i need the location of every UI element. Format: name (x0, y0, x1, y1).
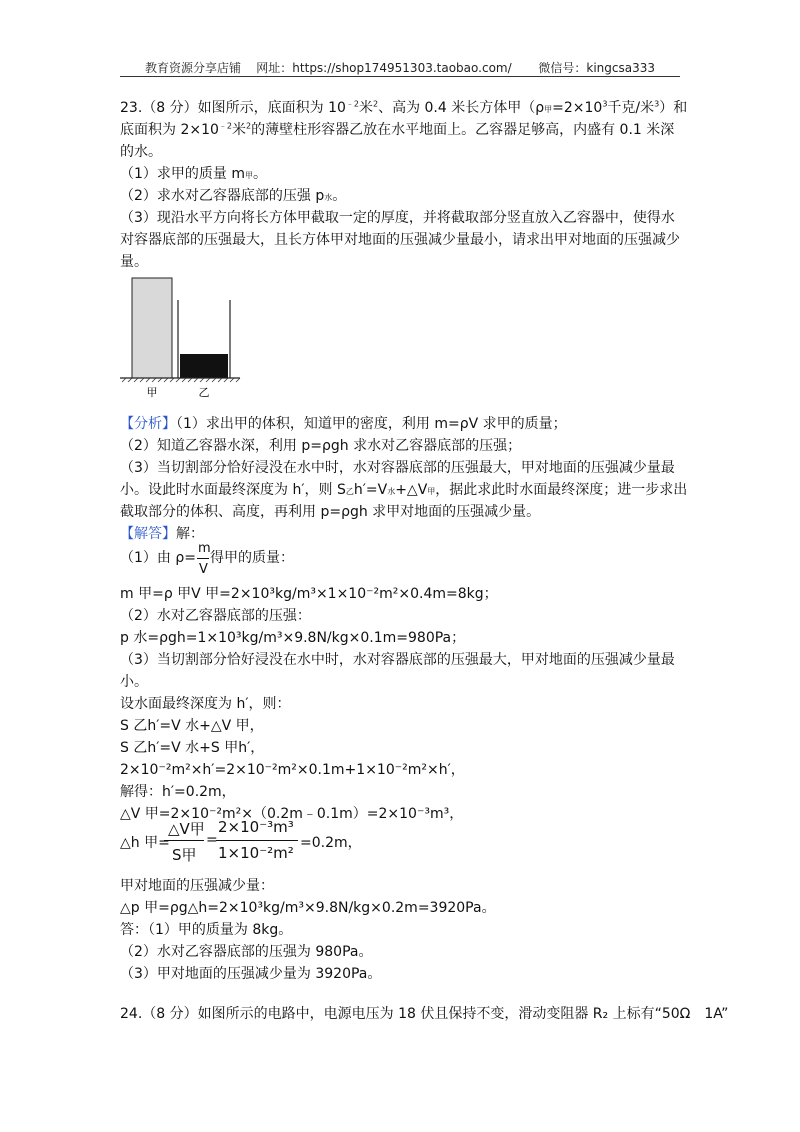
superscript: 2 (372, 99, 379, 109)
subscript: 水 (324, 193, 333, 202)
q23-line-3: 的水。 (120, 144, 162, 160)
header-wechat: kingcsa333 (586, 61, 655, 75)
solution-s5a: （3）当切割部分恰好浸没在水中时，水对容器底部的压强最大，甲对地面的压强减少量最 (120, 652, 675, 668)
fraction-denominator: 1×10⁻²m² (218, 844, 294, 862)
solution-s15: 答：（1）甲的质量为 8kg。 (120, 922, 293, 938)
q24-line-1: 24.（8 分）如图所示的电路中，电源电压为 18 伏且保持不变，滑动变阻器 R₂ 上标有“50Ω 1A” (120, 1006, 729, 1022)
q23-text: =2×10 (552, 100, 603, 116)
q23-text: 的薄壁柱形容器乙放在水平地面上。乙容器足够高，内盛有 0.1 米深 (251, 122, 675, 138)
header-wechat-label: 微信号： (538, 61, 587, 75)
analysis-text: ，据此求此时水面最终深度；进一步求出 (435, 482, 688, 498)
q23-text: 千克/米 (607, 100, 655, 116)
analysis-text: +△V (395, 482, 428, 498)
header-shop: 教育资源分享店铺 (145, 61, 242, 75)
q23-text: 23.（8 分）如图所示，底面积为 10 (120, 100, 346, 116)
solution-text: =0.2m， (300, 835, 362, 851)
solution-s10: 解得：h′=0.2m， (120, 784, 236, 800)
q23-text: 米 (232, 122, 246, 138)
superscript: ﹣2 (218, 121, 232, 131)
subscript: 甲 (544, 105, 553, 114)
label-jia: 甲 (146, 386, 158, 399)
q23-text: （1）求甲的质量 m (120, 166, 245, 182)
solution-s14: △p 甲=ρg△h=2×10³kg/m³×9.8N/kg×0.2m=3920Pa。 (120, 900, 496, 916)
superscript: 3 (602, 99, 608, 109)
fraction-bar (216, 840, 298, 841)
q23-text: 、高为 0.4 米长方体甲（ρ (378, 100, 545, 116)
superscript: 3 (654, 99, 660, 109)
equals-sign: = (206, 832, 218, 848)
fraction-bar (164, 840, 204, 841)
solution-s4: p 水=ρgh=1×10³kg/m³×9.8N/kg×0.1m=980Pa； (120, 630, 466, 646)
solution-s8: S 乙h′=V 水+S 甲h′， (120, 740, 265, 756)
solution-head (120, 524, 204, 544)
solution-s9: 2×10⁻²m²×h′=2×10⁻²m²×0.1m+1×10⁻²m²×h′， (120, 762, 465, 778)
label-yi: 乙 (198, 386, 210, 399)
solution-s6: 设水面最终深度为 h′，则： (120, 696, 291, 712)
q23-item-3b: 对容器底部的压强最大，且长方体甲对地面的压强减少量最小，请求出甲对地面的压强减少 (120, 232, 680, 248)
analysis-line-3: （3）当切割部分恰好浸没在水中时，水对容器底部的压强最大，甲对地面的压强减少量最 (120, 460, 675, 476)
analysis-line-1 (120, 414, 567, 434)
q23-text: （2）求水对乙容器底部的压强 p (120, 188, 325, 204)
analysis-text: （1）求出甲的体积，知道甲的密度，利用 m=ρV 求甲的质量； (176, 416, 567, 432)
analysis-tag: 【分析】 (120, 416, 176, 432)
page-header (0, 59, 800, 76)
q23-text: 米 (358, 100, 373, 116)
analysis-line-5: 截取部分的体积、高度，再利用 p=ρgh 求甲对地面的压强减少量。 (120, 504, 541, 520)
header-url: https://shop174951303.taobao.com/ (292, 61, 512, 75)
subscript: 水 (387, 487, 396, 496)
solution-s16: （2）水对乙容器底部的压强为 980Pa。 (120, 944, 373, 960)
solution-s17: （3）甲对地面的压强减少量为 3920Pa。 (120, 966, 382, 982)
ground-hatching (122, 378, 240, 382)
solution-tag: 【解答】 (120, 526, 176, 542)
fraction-bar (197, 558, 209, 559)
block-jia (132, 278, 172, 378)
q23-line-1 (120, 98, 687, 120)
fraction-numerator: m (197, 541, 211, 556)
water-in-container (180, 354, 228, 378)
header-divider (120, 76, 680, 77)
fraction-numerator: △V甲 (168, 820, 205, 838)
solution-text: （1）由 ρ= (120, 550, 196, 566)
solution-s13: 甲对地面的压强减少量： (120, 878, 274, 894)
q23-text: ）和 (659, 100, 688, 116)
superscript: ﹣2 (345, 99, 359, 109)
solution-s3: （2）水对乙容器底部的压强： (120, 608, 311, 624)
fraction-denominator: V (198, 562, 208, 577)
solution-s11: △V 甲=2×10⁻²m²×（0.2m﹣0.1m）=2×10⁻³m³， (120, 806, 464, 822)
solution-text: 得甲的质量： (209, 550, 294, 566)
fraction-m-over-v (196, 541, 211, 577)
q23-item-2: （2）求水对乙容器底部的压强 p水。 (120, 188, 347, 204)
solution-text: △h 甲= (120, 835, 170, 851)
analysis-line-2: （2）知道乙容器水深，利用 p=ρgh 求水对乙容器底部的压强； (120, 438, 522, 454)
solution-s2: m 甲=ρ 甲V 甲=2×10³kg/m³×1×10⁻²m²×0.4m=8kg； (120, 586, 498, 602)
subscript: 甲 (245, 171, 253, 180)
fraction-numerator: 2×10⁻³m³ (218, 818, 294, 836)
solution-text: 解： (176, 526, 204, 542)
solution-s1 (120, 541, 294, 577)
analysis-text: h′=V (353, 482, 388, 498)
analysis-text: 小。设此时水面最终深度为 h′，则 S (120, 482, 346, 498)
fraction-denominator: S甲 (172, 846, 197, 864)
analysis-line-4 (120, 480, 687, 502)
solution-s5b: 小。 (120, 674, 148, 690)
subscript: 甲 (427, 487, 436, 496)
superscript: 2 (246, 121, 252, 131)
q23-figure (120, 270, 250, 402)
q23-text: 底面积为 2×10 (120, 122, 219, 138)
q23-item-3a: （3）现沿水平方向将长方体甲截取一定的厚度，并将截取部分竖直放入乙容器中，使得水 (120, 210, 675, 226)
q23-item-3c: 量。 (120, 254, 148, 270)
q23-line-2 (120, 120, 674, 140)
solution-s7: S 乙h′=V 水+△V 甲， (120, 718, 264, 734)
subscript: 乙 (345, 487, 354, 496)
header-url-label: 网址： (256, 61, 293, 75)
q23-item-1: （1）求甲的质量 m甲。 (120, 166, 267, 182)
